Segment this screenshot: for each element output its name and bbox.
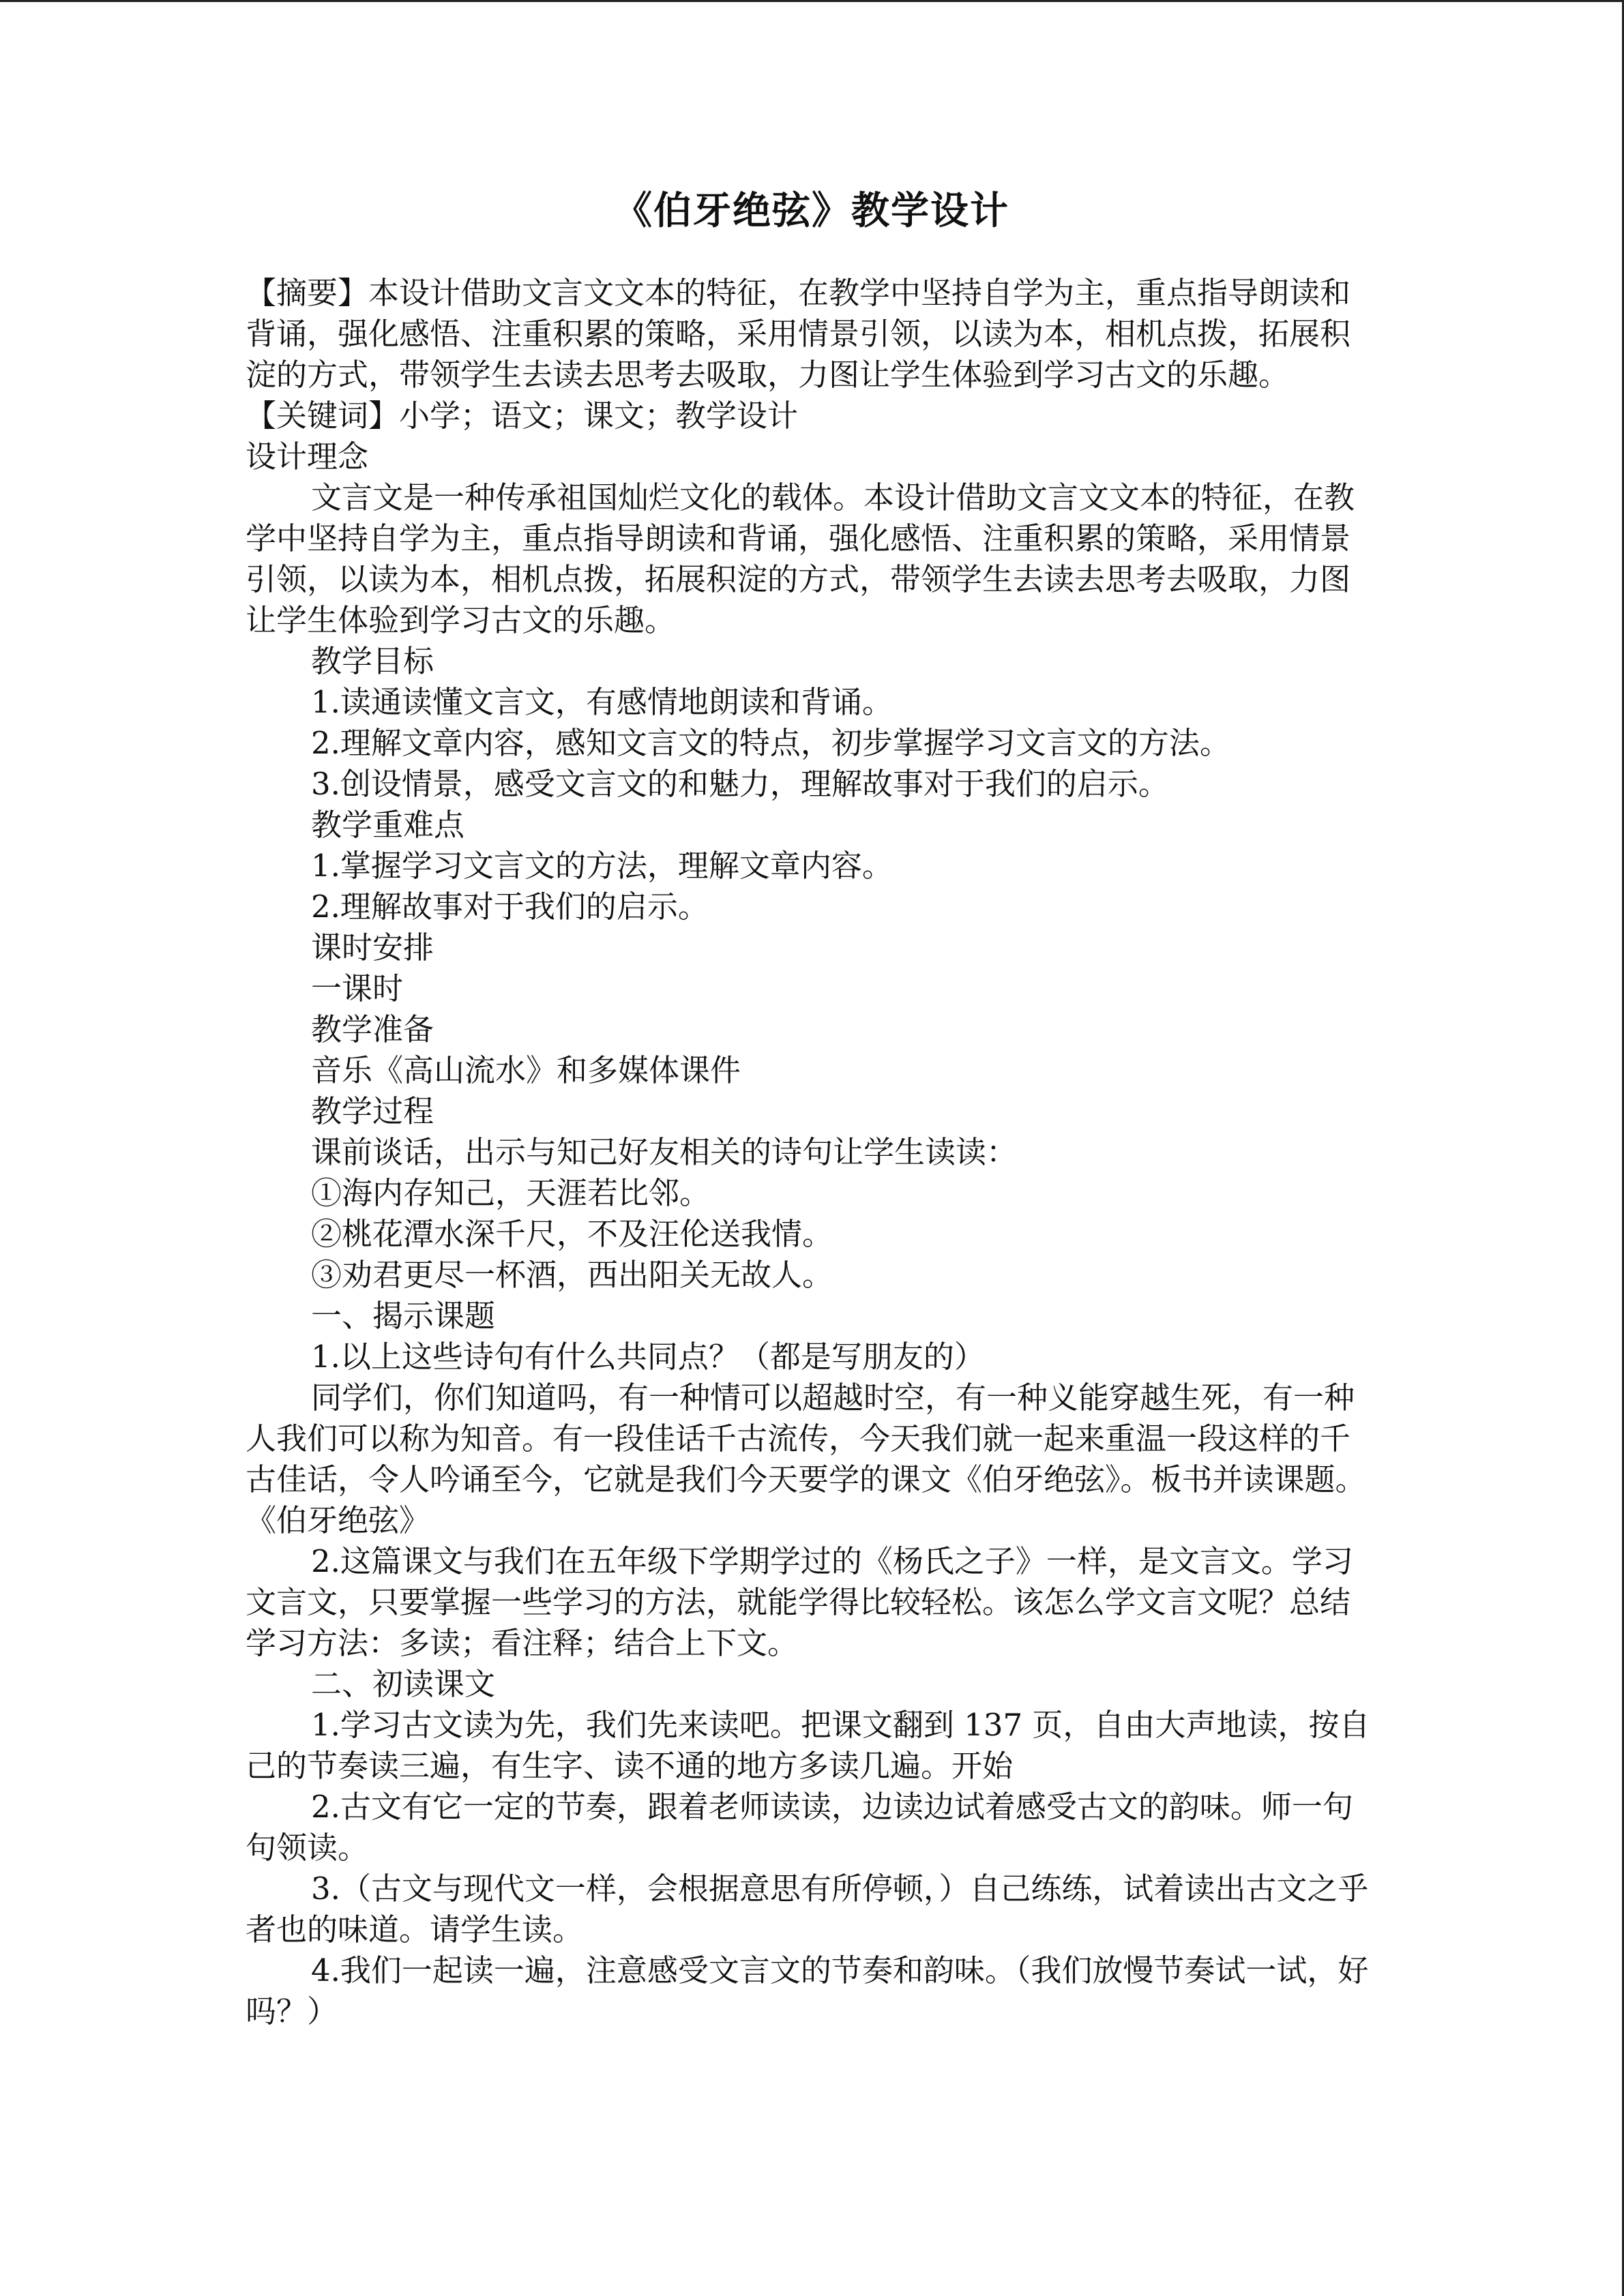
prep-text: 音乐《高山流水》和多媒体课件 — [311, 1052, 741, 1088]
part2-item-2: 2.古文有它一定的节奏，跟着老师读读，边读边试着感受古文的韵味。师一句句领读。 — [246, 1789, 1353, 1866]
part1-item-2: 同学们，你们知道吗，有一种情可以超越时空，有一种义能穿越生死，有一种人我们可以称为知音。有一段佳话千古流传，今天我们就一起来重温一段这样的千古佳话，令人吟诵至今，它就是我们今天要学的课文《伯牙绝弦》。板书并读课题。《伯牙绝弦》 — [246, 1380, 1366, 1538]
document-title: 《伯牙绝弦》教学设计 — [614, 189, 1009, 233]
part1-item-3: 2.这篇课文与我们在五年级下学期学过的《杨氏之子》一样，是文言文。学习文言文，只要掌握一些学习的方法，就能学得比较轻松。该怎么学文言文呢？总结学习方法：多读；看注释；结合上下文。 — [246, 1543, 1353, 1661]
document-body — [246, 273, 1378, 2032]
keywords-text: 小学；语文；课文；教学设计 — [399, 398, 799, 434]
keywords-paragraph — [246, 396, 1378, 436]
part2-item-1: 1.学习古文⁠读⁠为先，我们先来读吧。把课文翻到 137 页，自由大声地读，按自己的节奏读三遍，有生字、读不通的地方多读几遍。开始 — [246, 1707, 1370, 1784]
poem-line-2: ②桃花潭水深千尺，不及汪伦送我情。 — [311, 1216, 833, 1252]
document-page — [246, 184, 1378, 2032]
process-heading: 教学过程 — [311, 1093, 434, 1129]
design-concept-heading: 设计理念 — [246, 438, 369, 475]
abstract-text: 本设计借助文言文文本的特征，在教学中坚持自学为主，重点指导朗读和背诵，强化感悟、注重积累的策略，采用情景引领，以读为本，相机点拨，拓展积淀的方式，带领学生去读去思考去吸取，力图让学生体验到学习古文的乐趣。 — [246, 275, 1351, 393]
design-concept-text: 文言文是一种传承祖国灿烂文化的载体。本设计借助文言文文本的特征，在教学中坚持自学为主，重点指导朗读和背诵，强化感悟、注重积累的策略，采用情景引领，以读为本，相机点拨，拓展积淀的方式，带领学生去读去思考去吸取，力图让学生体验到学习古文的乐趣。 — [246, 479, 1355, 638]
part2-item-3: 3.（古文与现代文一样，会根据意思有所停顿，）自己练练，试着读出古文⁠之乎者也⁠的味道。请学生读。 — [246, 1870, 1369, 1948]
abstract-label: 【摘要】 — [246, 275, 369, 311]
page-top-border — [0, 0, 1624, 2]
key-point-item-2: 2.理解故事对于我们的启示。 — [311, 889, 709, 925]
goals-heading: 教学目标 — [311, 643, 434, 679]
prep-heading: 教学准备 — [311, 1011, 434, 1047]
poem-line-3: ③劝君更尽一杯酒，西出阳关无故人。 — [311, 1257, 833, 1293]
key-points-heading: 教学重难点 — [311, 807, 465, 843]
abstract-paragraph — [246, 273, 1378, 396]
schedule-heading: 课时安排 — [311, 929, 434, 966]
goal-item-3: 3.创设情景，感受文言文的和魅力，理解故事对于我们的启示。 — [311, 766, 1169, 802]
goal-item-1: 1.读通读懂文言文，有感情地朗读和背诵。 — [311, 684, 893, 720]
poem-line-1: ①海内存知己，天涯若比邻。 — [311, 1175, 711, 1211]
goal-item-2: 2.理解文章内容，感知文言文的特点，初步掌握学习文言文的方法。 — [311, 725, 1230, 761]
part2-item-4: 4.我们一起读一遍，注意感受文言文的节奏和韵味。（我们放慢节奏试一试，好吗？） — [246, 1952, 1369, 2029]
part2-heading: 二、初读课文 — [311, 1666, 496, 1702]
schedule-text: 一课时 — [311, 970, 404, 1007]
part1-item-1: 1.以上这些诗句有什么共同点？（都是写朋友的） — [311, 1339, 985, 1375]
key-point-item-1: 1.掌握学习文言文的方法，理解文章内容。 — [311, 848, 893, 884]
keywords-label: 【关键词】 — [246, 398, 400, 434]
part1-heading: 一、揭示课题 — [311, 1298, 496, 1334]
pre-talk-text: 课前谈话，出示与知己好友相关的诗句让学生读读： — [311, 1134, 1018, 1170]
